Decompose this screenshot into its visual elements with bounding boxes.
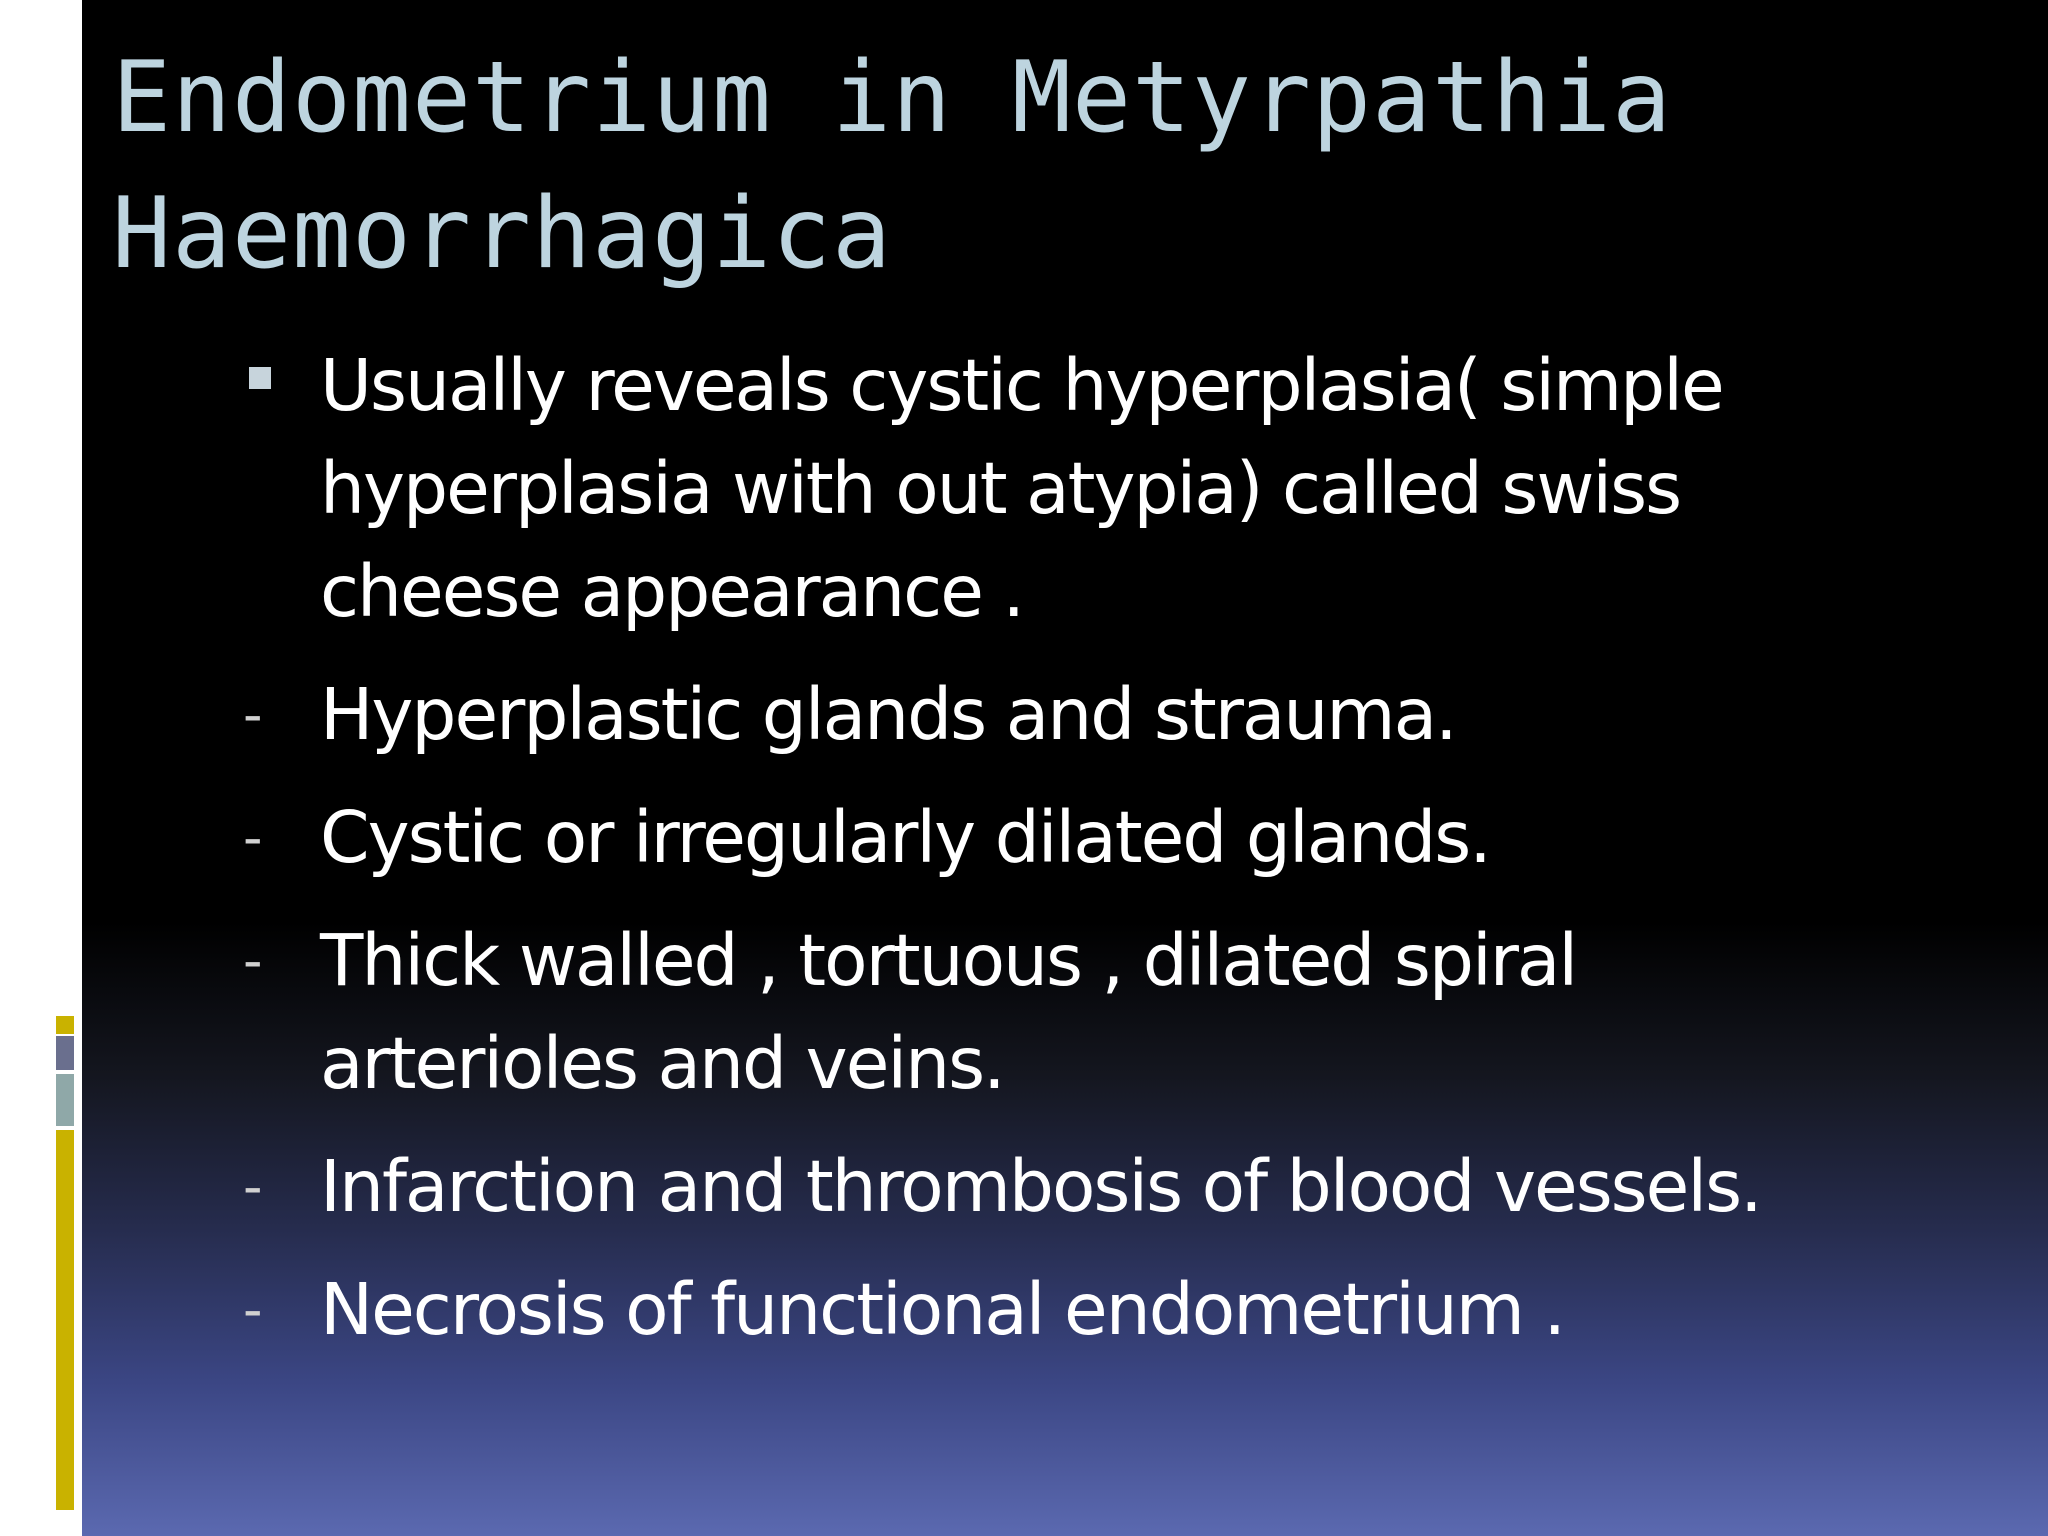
dash-bullet-icon: - [243, 806, 261, 869]
dash-bullet-icon: - [243, 1155, 261, 1218]
square-bullet-icon [249, 367, 271, 389]
accent-bar-white-upper [52, 176, 56, 234]
dash-bullet-icon: - [243, 929, 261, 992]
bullet-item-1-line-1: Usually reveals cystic hyperplasia( simple [320, 344, 1723, 427]
bullet-item-4-line-2: arterioles and veins. [320, 1022, 1004, 1105]
bullet-item-1 [240, 334, 2000, 643]
bullet-item-5 [240, 1135, 2000, 1238]
bullet-item-4 [240, 909, 2000, 1115]
bullet-item-6-line-1: Necrosis of functional endometrium . [320, 1268, 1565, 1351]
bullet-item-4-line-1: Thick walled , tortuous , dilated spiral [320, 919, 1577, 1002]
dash-bullet-icon: - [243, 1278, 261, 1341]
dash-bullet-icon: - [243, 683, 261, 746]
bullet-item-1-line-3: cheese appearance . [320, 550, 1024, 633]
bullet-item-2 [240, 663, 2000, 766]
bullet-item-2-line-1: Hyperplastic glands and strauma. [320, 673, 1456, 756]
bullet-item-6 [240, 1258, 2000, 1361]
notch-stripe-3 [76, 176, 80, 234]
notch-stripe-1 [46, 176, 49, 234]
slide-title-line-2: Haemorrhagica [112, 177, 893, 291]
bullet-item-3-line-1: Cystic or irregularly dilated glands. [320, 796, 1490, 879]
bullet-list [240, 334, 2000, 1381]
accent-bar-yellow-long [56, 1130, 74, 1510]
accent-bar-teal [56, 1074, 74, 1126]
slide-title-line-1: Endometrium in Metyrpathia [112, 41, 1673, 155]
bullet-item-3 [240, 786, 2000, 889]
accent-bar-white-upper-2 [62, 176, 66, 234]
accent-bar-yellow-top [56, 1016, 74, 1034]
accent-bar-slate [56, 1036, 74, 1070]
bullet-item-1-line-2: hyperplasia with out atypia) called swiss [320, 447, 1681, 530]
notch-stripe-2 [68, 176, 74, 234]
slide-title [112, 30, 1992, 302]
bullet-item-5-line-1: Infarction and thrombosis of blood vessels. [320, 1145, 1761, 1228]
